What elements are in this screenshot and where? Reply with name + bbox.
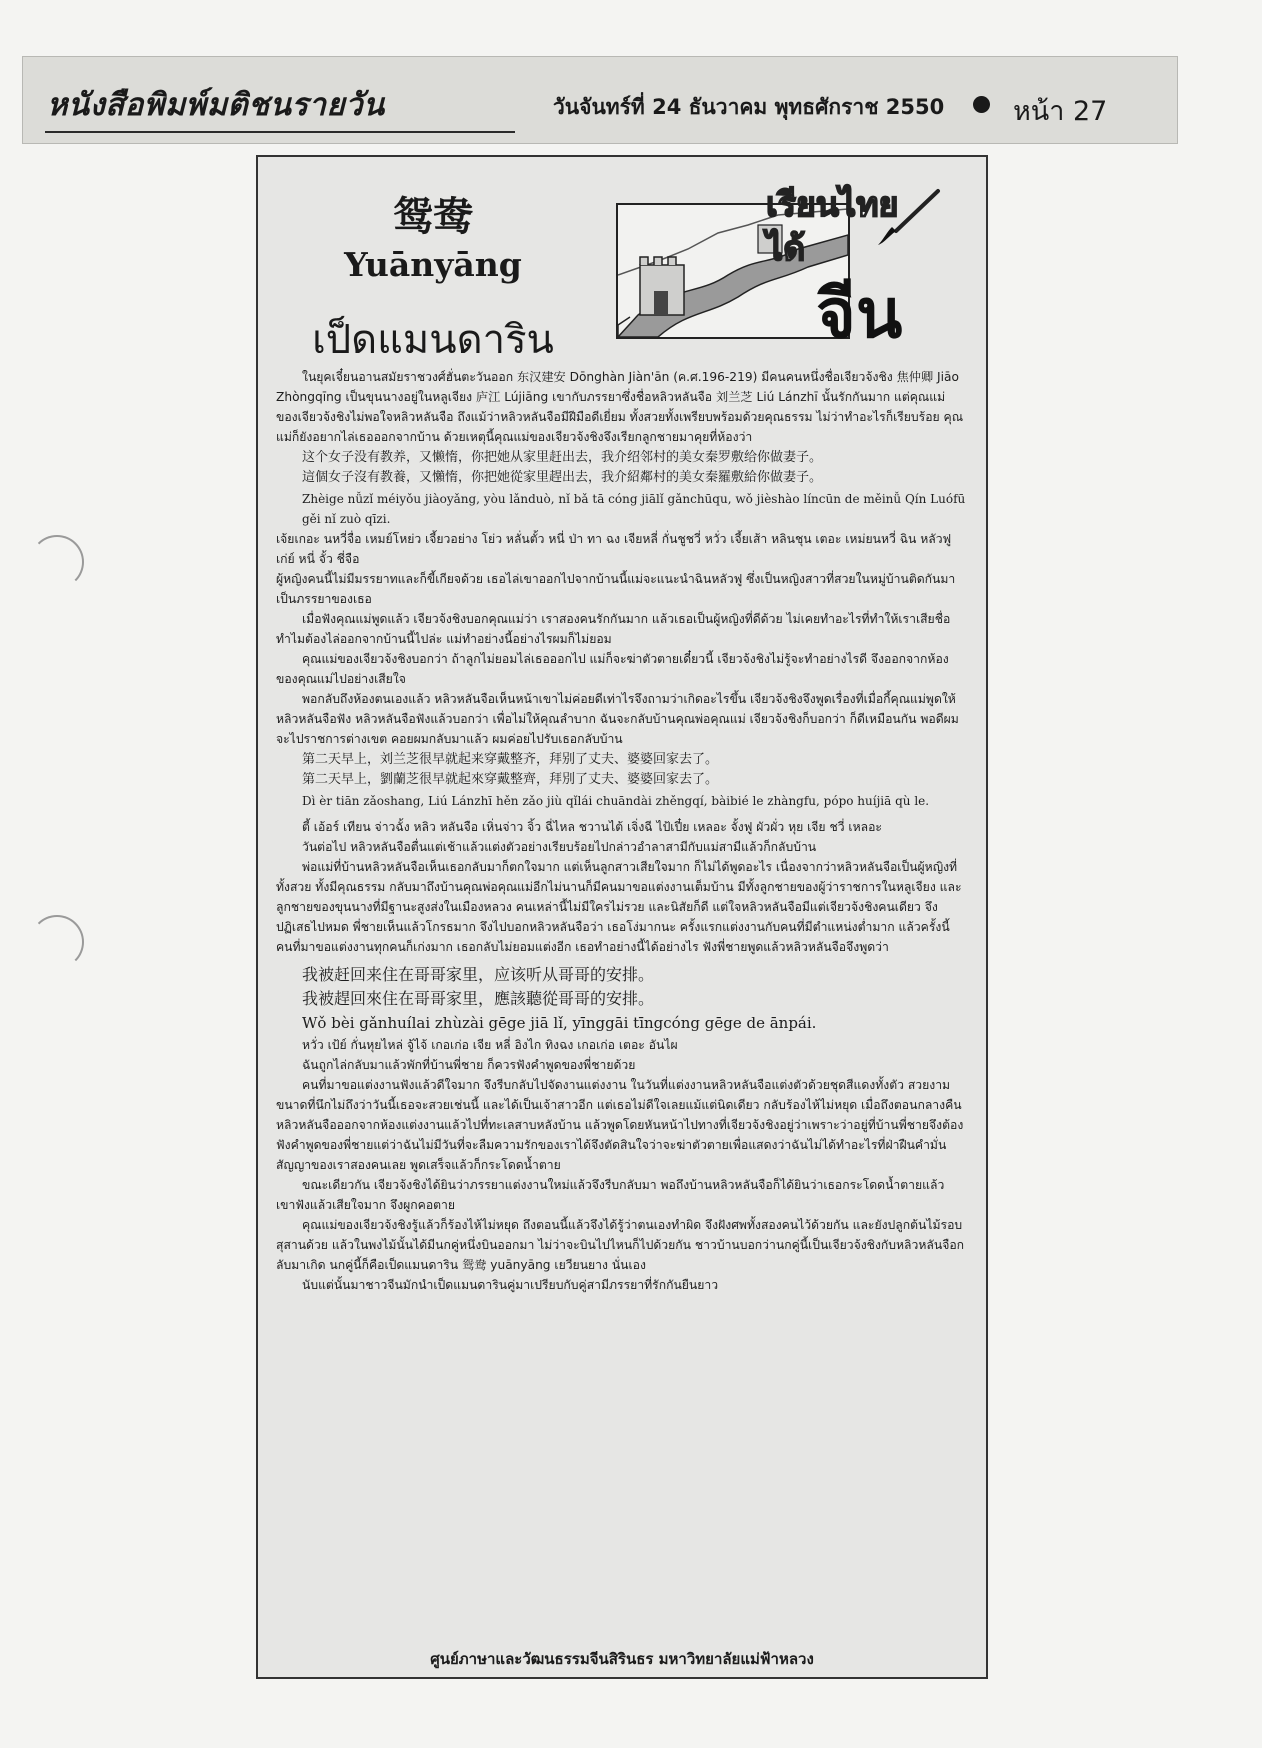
pinyin-quote: Zhèige nǚzǐ méiyǒu jiàoyǎng, yòu lǎnduò, nǐ bǎ tā cóng jiālǐ gǎnchūqu, wǒ jièshào líncūn de měinǚ Qín Luófū gěi nǐ zuò qīzi. bbox=[302, 492, 966, 526]
article-title-hanzi: 鸳鸯 bbox=[393, 193, 473, 240]
chinese-quote-simplified: 我被赶回来住在哥哥家里，应该听从哥哥的安排。 bbox=[302, 965, 655, 984]
chinese-quote-traditional: 我被趕回來住在哥哥家里，應該聽從哥哥的安排。 bbox=[302, 989, 655, 1008]
article-title-pinyin: Yuānyāng bbox=[344, 245, 522, 284]
bullet-icon bbox=[973, 96, 990, 113]
logo-text-learn-thai: เรียนไทย bbox=[766, 185, 899, 225]
article-body bbox=[276, 367, 966, 1295]
pinyin-quote: Dì èr tiān zǎoshang, Liú Lánzhī hěn zǎo jiù qǐlái chuāndài zhěngqí, bàibié le zhàngfu, pópo huíjiā qù le. bbox=[302, 794, 930, 808]
thai-translation: ผู้หญิงคนนี้ไม่มีมรรยาทและก็ขี้เกียจด้วย เธอไล่เขาออกไปจากบ้านนี้แม่จะแนะนำฉินหลัวฟู ซึ่งเป็นหญิงสาวที่สวยในหมู่บ้านติดกันมาเป็นภรรยาของเธอ bbox=[276, 572, 956, 606]
thai-translation: ฉันถูกไล่กลับมาแล้วพักที่บ้านพี่ชาย ก็ควรฟังคำพูดของพี่ชายด้วย bbox=[302, 1058, 636, 1072]
paragraph: เมื่อฟังคุณแม่พูดแล้ว เจียวจ้งชิงบอกคุณแม่ว่า เราสองคนรักกันมาก แล้วเธอเป็นผู้หญิงที่ดีด้วย ไม่เคยทำอะไรที่ทำให้เราเสียชื่อ ทำไมต้องไล่ออกจากบ้านนี้ไปล่ะ แม่ทำอย่างนี้อย่างไรผมก็ไม่ยอม bbox=[276, 612, 951, 646]
thai-reading: ตี้ เอ้อร์ เทียน จ่าวฉั้ง หลิว หลันจือ เหิ่นจ่าว จิ้ว ฉี่ไหล ชวานไต้ เจิ่งฉี ไป้เปี๋ย เหลอะ จั้งฟู ผัวผั่ว หุย เจีย ชวี่ เหลอะ bbox=[302, 820, 882, 834]
paragraph: นับแต่นั้นมาชาวจีนมักนำเป็ดแมนดารินคู่มาเปรียบกับคู่สามีภรรยาที่รักกันยืนยาว bbox=[302, 1278, 719, 1292]
chinese-quote-traditional: 這個女子沒有教養，又懶惰，你把她從家里趕出去，我介紹鄰村的美女秦羅敷給你做妻子。 bbox=[302, 470, 823, 485]
binder-hole bbox=[30, 915, 84, 969]
paragraph: ขณะเดียวกัน เจียวจ้งชิงได้ยินว่าภรรยาแต่งงานใหม่แล้วจึงรีบกลับมา พอถึงบ้านหลิวหลันจือก็ได้ยินว่าเธอกระโดดน้ำตายแล้ว เขาฟังแล้วเสียใจมาก จึงผูกคอตาย bbox=[276, 1178, 945, 1212]
paragraph: ในยุคเจี๋ยนอานสมัยราชวงศ์ฮั่นตะวันออก 东汉建安 Dōnghàn Jiàn'ān (ค.ศ.196-219) มีคนคนหนึ่งชื่อเจียวจ้งชิง 焦仲卿 Jiāo Zhòngqīng เป็นขุนนางอยู่ในหลูเจียง 庐江 Lújiāng เขากับภรรยาซึ่งชื่อหลิวหลันจือ 刘兰芝 Liú Lánzhī นั้นรักกันมาก แต่คุณแม่ของเจียวจ้งชิงไม่พอใจหลิวหลันจือ ถึงแม้ว่าหลิวหลันจือมีฝีมือดีเยี่ยม ทั้งสวยทั้งเพรียบพร้อมด้วยคุณธรรม ไม่ว่าทำอะไรก็เรียบร้อย คุณแม่ก็ยังอยากไล่เธอออกจากบ้าน ด้วยเหตุนี้คุณแม่ของเจียวจ้งชิงจึงเรียกลูกชายมาคุยที่ห้องว่า bbox=[276, 370, 963, 444]
newspaper-header bbox=[22, 56, 1178, 144]
thai-reading: เจ้ยเกอะ นหวี่จื่อ เหมย์โหย่ว เจี้ยวอย่าง โย่ว หลั่นตั้ว หนี่ ป่า ทา ฉง เจียหลี่ กั่นชูชวี่ หวั่ว เจี้ยเส้า หลินชุน เตอะ เหม่ยนหวี่ ฉิน หลัวฟู เก่ย์ หนี่ จั้ว ชี่จือ bbox=[276, 532, 952, 566]
article-credit: ศูนย์ภาษาและวัฒนธรรมจีนสิรินธร มหาวิทยาลัยแม่ฟ้าหลวง bbox=[430, 1650, 814, 1668]
pinyin-quote: Wǒ bèi gǎnhuílai zhùzài gēge jiā lǐ, yīnggāi tīngcóng gēge de ānpái. bbox=[302, 1014, 817, 1032]
article-title-thai: เป็ดแมนดาริน bbox=[312, 317, 554, 363]
article-box bbox=[256, 155, 988, 1679]
chinese-quote-simplified: 第二天早上，刘兰芝很早就起来穿戴整齐，拜别了丈夫、婆婆回家去了。 bbox=[302, 752, 719, 767]
paragraph: คุณแม่ของเจียวจ้งชิงบอกว่า ถ้าลูกไม่ยอมไล่เธอออกไป แม่ก็จะฆ่าตัวตายเดี๋ยวนี้ เจียวจ้งชิงไม่รู้จะทำอย่างไรดี จึงออกจากห้องของคุณแม่ไปอย่างเสียใจ bbox=[276, 652, 949, 686]
column-logo bbox=[616, 177, 956, 354]
brush-icon bbox=[876, 187, 946, 247]
paragraph: คุณแม่ของเจียวจ้งชิงรู้แล้วก็ร้องไห้ไม่หยุด ถึงตอนนี้แล้วจึงได้รู้ว่าตนเองทำผิด จึงฝังศพทั้งสองคนไว้ด้วยกัน และยังปลูกต้นไม้รอบสุสานด้วย แล้วในพงไม้นั้นได้มีนกคู่หนึ่งบินออกมา ไม่ว่าจะบินไปไหนก็ไปด้วยกัน ชาวบ้านบอกว่านกคู่นี้เป็นเจียวจ้งชิงกับหลิวหลันจือกลับมาเกิด นกคู่นี้ก็คือเป็ดแมนดาริน 鸳鸯 yuānyāng เยวียนยาง นั่นเอง bbox=[276, 1218, 965, 1272]
issue-date: วันจันทร์ที่ 24 ธันวาคม พุทธศักราช 2550 bbox=[553, 95, 945, 119]
thai-translation: วันต่อไป หลิวหลันจือตื่นแต่เช้าแล้วแต่งตัวอย่างเรียบร้อยไปกล่าวอำลาสามีกับแม่สามีแล้วก็กลับบ้าน bbox=[302, 840, 817, 854]
logo-text-get: ได้ bbox=[766, 229, 806, 269]
page-number: หน้า 27 bbox=[1013, 96, 1108, 127]
paragraph: พ่อแม่ที่บ้านหลิวหลันจือเห็นเธอกลับมาก็ตกใจมาก แต่เห็นลูกสาวเสียใจมาก ก็ไม่ได้พูดอะไร เนื่องจากว่าหลิวหลันจือเป็นผู้หญิงที่ทั้งสวย ทั้งมีคุณธรรม กลับมาถึงบ้านคุณพ่อคุณแม่อีกไม่นานก็มีคนมาขอแต่งงานเต็มบ้าน มีทั้งลูกชายของผู้ว่าราชการในหลูเจียง และลูกชายของขุนนางที่มีฐานะสูงส่งในเมืองหลวง คนเหล่านี้ไม่มีใครไม่รวย และนิสัยก็ดี แต่ใจหลิวหลันจือมีแต่เจียวจ้งชิงคนเดียว จึงปฏิเสธไปหมด พี่ชายเห็นแล้วโกรธมาก จึงไปบอกหลิวหลันจือว่า เธอโง่มากนะ ครั้งแรกแต่งงานกับคนที่มีตำแหน่งต่ำมาก แล้วครั้งนี้ คนที่มาขอแต่งงานทุกคนก็เก่งมาก เธอกลับไม่ยอมแต่งอีก เธอทำอย่างนี้ได้อย่างไร ฟังพี่ชายพูดแล้วหลิวหลันจือจึงพูดว่า bbox=[276, 860, 962, 954]
thai-reading: หวั่ว เป้ย์ กั่นหุยไหล่ จู้ไจ้ เกอเก่อ เจีย หลี่ อิงไก ทิงฉง เกอเก่อ เตอะ อันไผ bbox=[302, 1038, 678, 1052]
logo-text-chinese: จีน bbox=[816, 275, 903, 354]
chinese-quote-traditional: 第二天早上，劉蘭芝很早就起來穿戴整齊，拜別了丈夫、婆婆回家去了。 bbox=[302, 772, 719, 787]
paragraph: พอกลับถึงห้องตนเองแล้ว หลิวหลันจือเห็นหน้าเขาไม่ค่อยดีเท่าไรจึงถามว่าเกิดอะไรขึ้น เจียวจ้งชิงจึงพูดเรื่องที่เมื่อกี้คุณแม่พูดให้หลิวหลันจือฟัง หลิวหลันจือฟังแล้วบอกว่า เพื่อไม่ให้คุณลำบาก ฉันจะกลับบ้านคุณพ่อคุณแม่ เจียวจ้งชิงก็บอกว่า ก็ดีเหมือนกัน พอดีผมจะไปราชการต่างเขต คอยผมกลับมาแล้ว ผมค่อยไปรับเธอกลับบ้าน bbox=[276, 692, 959, 746]
newspaper-name-underline bbox=[45, 131, 515, 133]
paragraph: คนที่มาขอแต่งงานฟังแล้วดีใจมาก จึงรีบกลับไปจัดงานแต่งงาน ในวันที่แต่งงานหลิวหลันจือแต่งตัวด้วยชุดสีแดงทั้งตัว สวยงามขนาดที่นึกไม่ถึงว่าวันนี้เธอจะสวยเช่นนี้ และได้เป็นเจ้าสาวอีก แต่เธอไม่ดีใจเลยแม้แต่นิดเดียว กลับร้องไห้ไม่หยุด เมื่อถึงตอนกลางคืน หลิวหลันจือออกจากห้องแต่งงานแล้วไปที่ทะเลสาบหลังบ้าน แล้วพูดโดยหันหน้าไปทางที่เจียวจ้งชิงอยู่ว่าเพราะว่าอยู่ที่บ้านพี่ชายจึงต้องฟังคำพูดของพี่ชายแต่ว่าฉันไม่มีวันที่จะลืมความรักของเราได้จึงตัดสินใจว่าจะฆ่าตัวตายเพื่อแสดงว่าฉันไม่ได้ทำอะไรที่ฝ่าฝืนคำมั่นสัญญาของเราสองคนเลย พูดเสร็จแล้วก็กระโดดน้ำตาย bbox=[276, 1078, 964, 1172]
chinese-quote-simplified: 这个女子没有教养，又懒惰，你把她从家里赶出去，我介绍邻村的美女秦罗敷给你做妻子。 bbox=[302, 450, 823, 465]
newspaper-name: หนังสือพิมพ์มติชนรายวัน bbox=[47, 87, 385, 123]
binder-hole bbox=[30, 535, 84, 589]
